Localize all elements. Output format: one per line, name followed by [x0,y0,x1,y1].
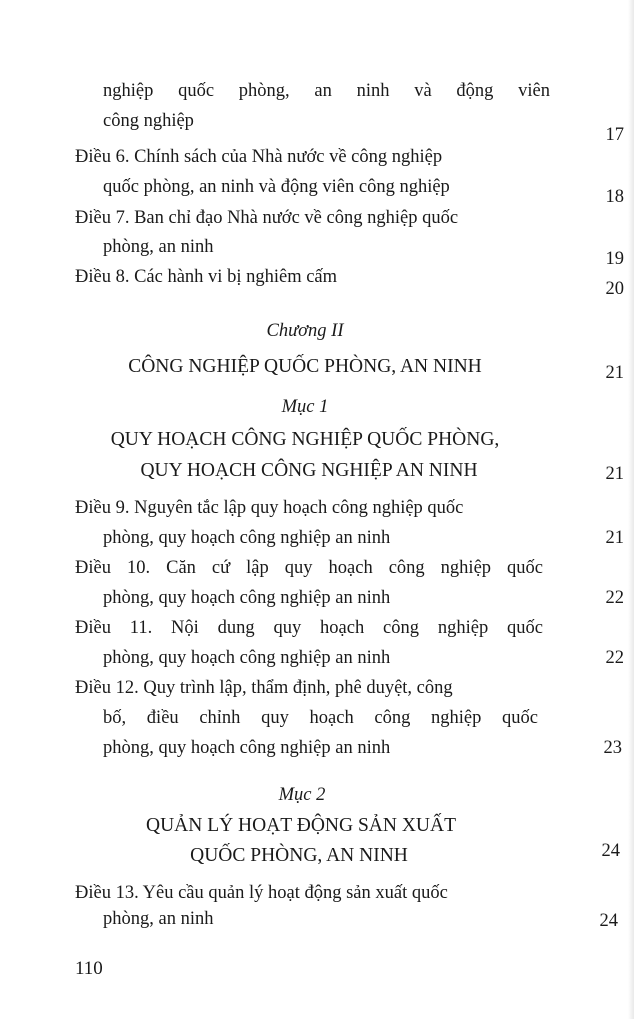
toc-entry-text: Điều 10. Căn cứ lập quy hoạch công nghiệp quốc [75,558,543,578]
section-label: Mục 2 [278,785,326,805]
section-label-line [0,394,634,420]
page-number: 22 [605,648,624,668]
toc-entry-text: phòng, quy hoạch công nghiệp an ninh [103,738,391,758]
toc-entry-text: Điều 13. Yêu cầu quản lý hoạt động sản xuất quốc [75,883,448,903]
page-edge-shadow [628,0,634,1019]
page-number: 21 [605,363,624,383]
section-title-line [0,427,634,453]
toc-entry-line [0,555,634,581]
toc-entry-text: phòng, quy hoạch công nghiệp an ninh [103,648,391,668]
toc-page-ref [0,908,634,934]
toc-entry-text: phòng, quy hoạch công nghiệp an ninh [103,528,391,548]
page-number: 20 [605,279,624,299]
toc-entry-line [0,495,634,521]
page-number: 21 [605,528,624,548]
chapter-label-line [0,318,634,344]
section-title-line [0,813,634,839]
toc-page-ref [0,838,634,864]
chapter-title: CÔNG NGHIỆP QUỐC PHÒNG, AN NINH [128,356,482,377]
toc-entry-text: nghiệp quốc phòng, an ninh và động viên [103,81,550,101]
toc-entry-text: công nghiệp [103,111,194,131]
toc-entry-text: Điều 8. Các hành vi bị nghiêm cấm [75,267,338,287]
section-title: QUY HOẠCH CÔNG NGHIỆP AN NINH [140,460,478,481]
toc-entry-text: Điều 12. Quy trình lập, thẩm định, phê duyệt, công [75,678,453,698]
page-number: 22 [605,588,624,608]
page-number: 18 [605,187,624,207]
toc-entry-text: phòng, quy hoạch công nghiệp an ninh [103,588,391,608]
toc-entry-text: Điều 11. Nội dung quy hoạch công nghiệp quốc [75,618,543,638]
toc-entry-line [0,144,634,170]
toc-page-ref [0,645,634,671]
toc-entry-line [0,205,634,231]
toc-entry-text: Điều 9. Nguyên tắc lập quy hoạch công nghiệp quốc [75,498,464,518]
section-label: Mục 1 [281,397,329,417]
toc-page-ref [0,461,634,487]
toc-entry-text: phòng, an ninh [103,237,214,257]
page-number: 24 [601,841,620,861]
footer-page-number: 110 [75,958,103,979]
toc-entry-text: phòng, an ninh [103,909,214,929]
toc-page-ref [0,585,634,611]
page-number: 17 [605,125,624,145]
toc-entry-line [0,675,634,701]
toc-entry-text: Điều 7. Ban chỉ đạo Nhà nước về công nghiệp quốc [75,208,459,228]
toc-entry-line [0,880,634,906]
toc-entry-text: bố, điều chỉnh quy hoạch công nghiệp quốc [103,708,538,728]
section-title: QUỐC PHÒNG, AN NINH [190,845,408,866]
toc-entry-text: quốc phòng, an ninh và động viên công nghiệp [103,177,450,197]
section-label-line [0,782,634,808]
page-number: 24 [599,911,618,931]
page-number: 23 [603,738,622,758]
page-number: 19 [605,249,624,269]
toc-entry-line [0,78,634,104]
toc-page-ref [0,276,634,302]
section-title: QUẢN LÝ HOẠT ĐỘNG SẢN XUẤT [145,815,456,836]
page-number: 21 [605,464,624,484]
toc-entry-line [0,615,634,641]
toc-page-ref [0,525,634,551]
toc-page-ref [0,360,634,386]
toc-entry-line [0,705,634,731]
section-title: QUY HOẠCH CÔNG NGHIỆP QUỐC PHÒNG, [110,429,500,450]
toc-entry-text: Điều 6. Chính sách của Nhà nước về công nghiệp [75,147,443,167]
chapter-label: Chương II [266,321,344,341]
toc-page-ref [0,735,634,761]
